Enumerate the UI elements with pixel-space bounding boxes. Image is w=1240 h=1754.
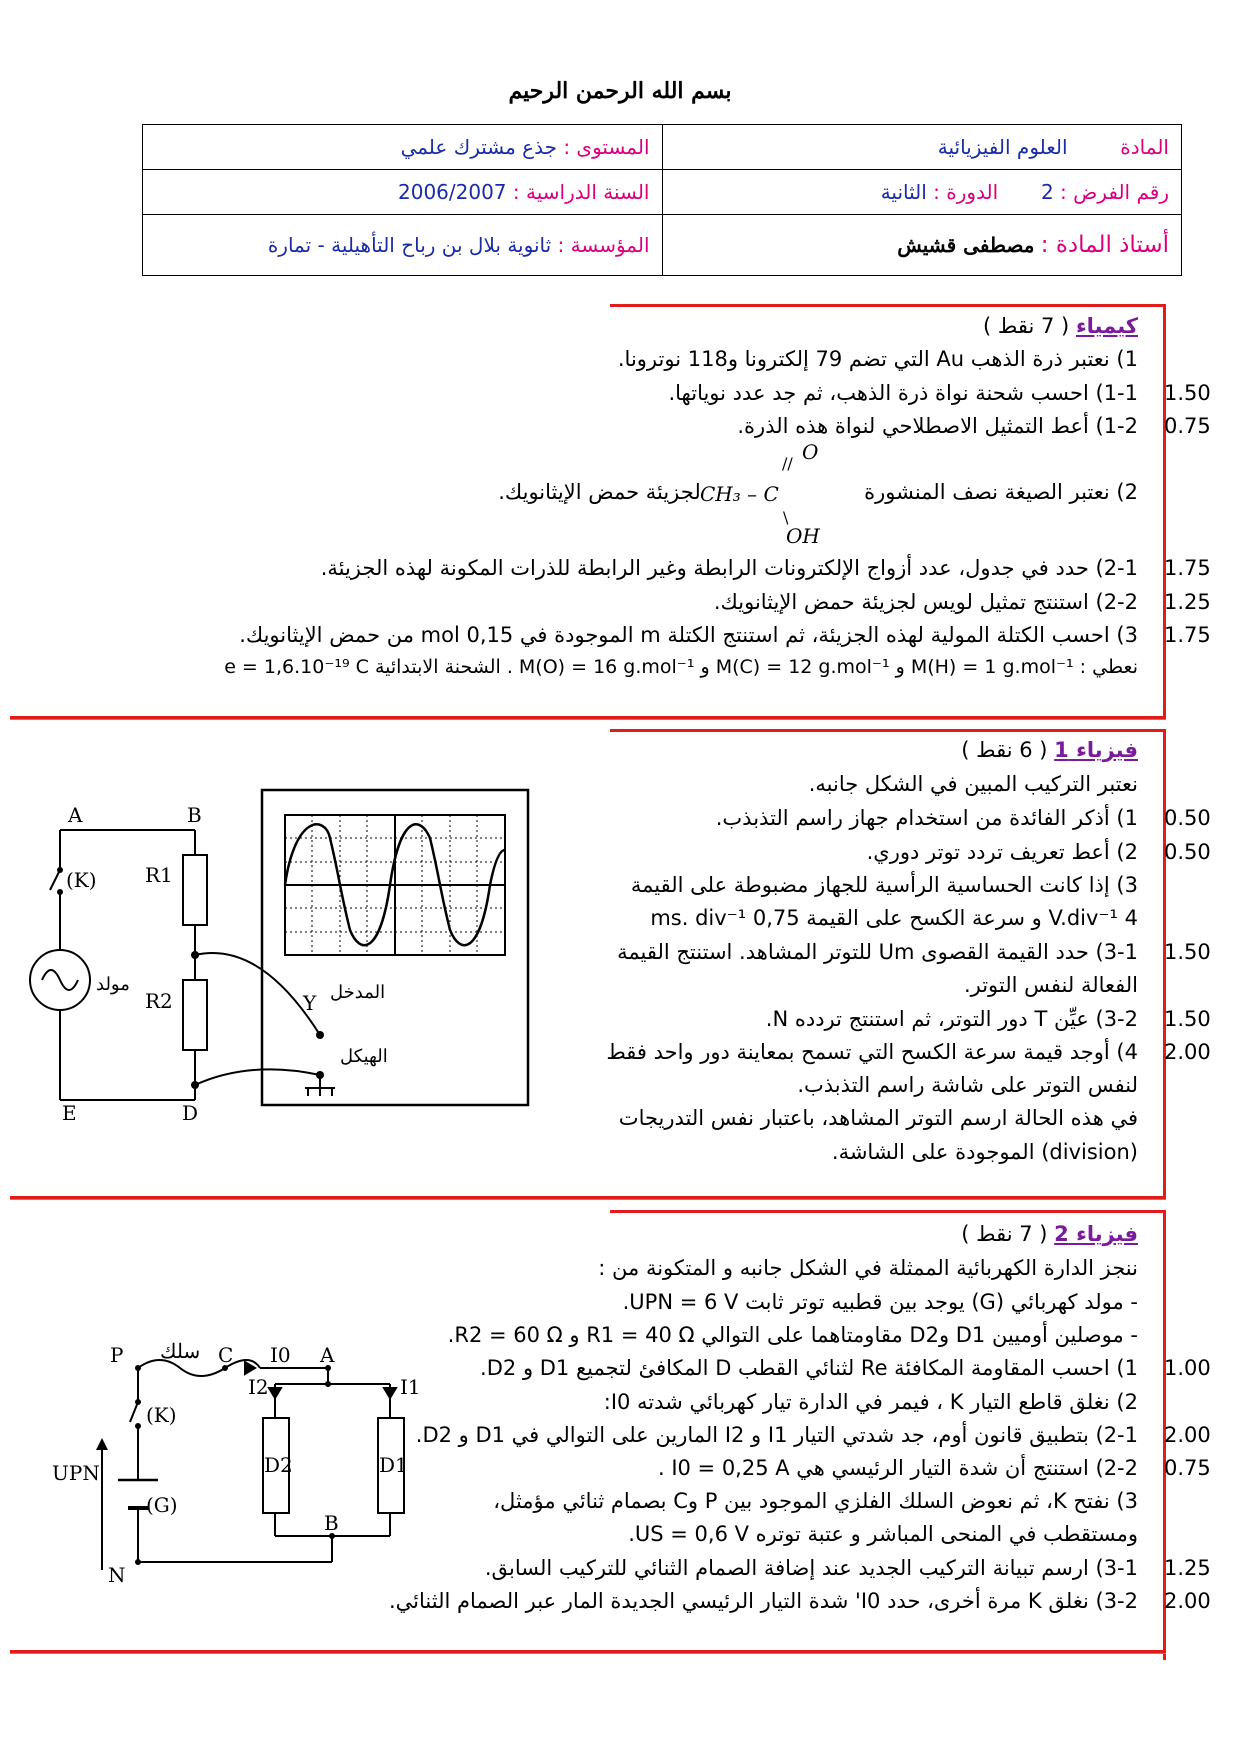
phys2-line-9: ومستقطب في المنحى المباشر و عتبة توتره US = 0,6 V. [628,1522,1138,1546]
phys1-title: فيزياء 1 [1054,738,1138,762]
year-cell [143,170,663,215]
phys1-score-5: 2.00 [1164,1040,1211,1064]
phys2-line-5: 2) نغلق قاطع التيار K ، فيمر في الدارة تيار كهربائي شدته I0: [603,1390,1138,1414]
label-k: (K) [66,868,97,892]
label-a: A [320,1343,335,1367]
phys2-line-1: ننجز الدارة الكهربائية الممثلة في الشكل جانبه و المتكونة من : [598,1256,1138,1280]
resistor-r2 [183,980,207,1050]
phys1-line-7: الفعالة لنفس التوتر. [963,973,1138,997]
label-i2: I2 [248,1375,269,1399]
formula-main: CH₃ – C [700,482,779,506]
chem-line-6: 2-2) استنتج تمثيل لويس لجزيئة حمض الإيثانويك. [713,590,1138,614]
label-e: E [62,1101,77,1125]
formula-oh: OH [786,524,820,548]
phys1-line-2: 1) أذكر الفائدة من استخدام جهاز راسم التذبذب. [715,806,1138,830]
subject-cell [662,125,1182,170]
double-bond-icon: // [782,454,793,473]
label-b: B [187,803,202,827]
label-a: A [68,803,83,827]
label-i0: I0 [270,1343,291,1367]
year-label: السنة الدراسية : [512,180,650,204]
phys1-line-9: 4) أوجد قيمة سرعة الكسح التي تسمح بمعاينة دور واحد فقط [606,1040,1138,1064]
oscilloscope-circuit-diagram [20,780,540,1160]
chem-score-3: 1.75 [1164,556,1211,580]
chem-line-7: 3) احسب الكتلة المولية لهذه الجزيئة، ثم استنتج الكتلة m الموجودة في 0,15 mol من حمض الإيثانويك. [239,623,1138,647]
label-wire: سلك [160,1340,201,1363]
label-p: P [110,1343,124,1367]
phys1-points: ( 6 نقط ) [961,738,1048,762]
chem-score-5: 1.75 [1164,623,1211,647]
phys2-line-11: 3-2) نغلق K مرة أخرى، حدد I0' شدة التيار الرئيسي الجديدة المار عبر الصمام الثنائي. [388,1589,1138,1613]
exam-value: 2 [1040,180,1054,204]
current-i0-arrow [245,1362,255,1374]
teacher-value: مصطفى قشيش [897,233,1035,257]
phys2-line-10: 3-1) ارسم تبيانة التركيب الجديد عند إضافة الصمام الثنائي للتركيب السابق. [484,1556,1138,1580]
level-value: جذع مشترك علمي [400,135,557,159]
label-b: B [324,1511,339,1535]
phys1-line-8: 3-2) عيِّن T دور التوتر، ثم استنتج تردده N. [765,1007,1138,1031]
phys1-line-12: (division) الموجودة على الشاشة. [831,1140,1138,1164]
label-generator: مولد [96,974,130,995]
label-d: D [182,1101,199,1125]
bismillah: بسم الله الرحمن الرحيم [508,78,732,104]
teacher-cell [662,215,1182,276]
phys1-line-6: 3-1) حدد القيمة القصوى Um للتوتر المشاهد. استنتج القيمة [617,940,1138,964]
chem-title: كيمياء [1075,314,1138,338]
label-i1: I1 [400,1375,421,1399]
current-i1-arrow [384,1388,396,1398]
subject-value: العلوم الفيزيائية [937,135,1068,159]
chem-line-5: 2-1) حدد في جدول، عدد أزواج الإلكترونات الرابطة وغير الرابطة للذرات المكونة لهذه الجزيئة. [320,556,1138,580]
school-cell [143,215,663,276]
phys1-line-10: لنفس التوتر على شاشة راسم التذبذب. [797,1073,1138,1097]
label-upn: UPN [52,1461,100,1485]
label-r2: R2 [145,989,173,1013]
phys2-score-5: 2.00 [1164,1589,1211,1613]
label-g: (G) [146,1493,178,1517]
phys1-score-4: 1.50 [1164,1007,1211,1031]
chem-line-3: 1-2) أعط التمثيل الاصطلاحي لنواة هذه الذرة. [737,414,1138,438]
phys2-line-4: 1) احسب المقاومة المكافئة Re لثنائي القطب D المكافئ لتجميع D1 و D2. [480,1356,1138,1380]
label-n: N [108,1563,126,1587]
chem-line-4b: لجزيئة حمض الإيثانويك. [498,480,701,504]
teacher-label: أستاذ المادة : [1040,232,1169,258]
phys1-score-1: 0.50 [1164,806,1211,830]
switch-k-icon [50,870,60,890]
chem-line-4 [498,480,1138,504]
chem-score-4: 1.25 [1164,590,1211,614]
phys1-line-1: نعتبر التركيب المبين في الشكل جانبه. [808,772,1138,796]
phys1-line-4: 3) إذا كانت الحساسية الرأسية للجهاز مضبوطة على القيمة [630,873,1138,897]
current-i2-arrow [269,1388,281,1398]
chem-score-2: 0.75 [1164,414,1211,438]
phys2-line-6: 2-1) بتطبيق قانون أوم، جد شدتي التيار I1 و I2 المارين على التوالي في D1 و D2. [415,1423,1138,1447]
label-c: C [218,1343,234,1367]
phys1-line-3: 2) أعط تعريف تردد توتر دوري. [866,840,1138,864]
phys2-score-3: 0.75 [1164,1456,1211,1480]
label-input: المدخل [330,982,386,1003]
label-d1: D1 [379,1453,408,1477]
phys2-line-8: 3) نفتح K، ثم نعوض السلك الفلزي الموجود بين P وC بصمام ثنائي مؤمثل، [493,1489,1138,1513]
phys2-score-4: 1.25 [1164,1556,1211,1580]
phys1-header [961,738,1138,762]
chem-line-2: 1-1) احسب شحنة نواة ذرة الذهب، ثم جد عدد نوياتها. [668,381,1138,405]
phys2-score-2: 2.00 [1164,1423,1211,1447]
subject-label: المادة [1120,135,1169,159]
school-value: ثانوية بلال بن رباح التأهيلية - تمارة [267,233,552,257]
info-table [142,124,1182,276]
session-value: الثانية [880,180,927,204]
formula-o: O [802,440,819,464]
phys2-header [961,1222,1138,1246]
dc-circuit-diagram [50,1340,470,1600]
exam-label: رقم الفرض : [1060,180,1169,204]
year-value: 2006/2007 [398,180,507,204]
phys1-line-11: في هذه الحالة ارسم التوتر المشاهد، باعتبار نفس التدريجات [618,1106,1138,1130]
phys1-score-2: 0.50 [1164,840,1211,864]
phys2-line-3: - موصلين أوميين D1 وD2 مقاومتاهما على التوالي R1 = 40 Ω و R2 = 60 Ω. [447,1323,1138,1347]
label-d2: D2 [264,1453,293,1477]
label-k: (K) [146,1403,177,1427]
phys2-title: فيزياء 2 [1054,1222,1138,1246]
phys2-line-2: - مولد كهربائي (G) يوجد بين قطبيه توتر ثابت UPN = 6 V. [622,1290,1138,1314]
chem-score-1: 1.50 [1164,381,1211,405]
phys2-line-7: 2-2) استنتج أن شدة التيار الرئيسي هي I0 = 0,25 A . [657,1456,1138,1480]
level-label: المستوى : [563,135,650,159]
label-ground: الهيكل [340,1046,388,1067]
exam-cell [662,170,1182,215]
phys2-score-1: 1.00 [1164,1356,1211,1380]
resistor-r1 [183,855,207,925]
chem-line-4a: 2) نعتبر الصيغة نصف المنشورة [864,480,1138,504]
chem-points: ( 7 نقط ) [983,314,1070,338]
single-bond-icon: \ [783,508,789,527]
phys1-line-5: 4 V.div⁻¹ و سرعة الكسح على القيمة 0,75 ms. div⁻¹ [650,906,1138,930]
chem-line-8: نعطي : M(H) = 1 g.mol⁻¹ و M(C) = 12 g.mol⁻¹ و M(O) = 16 g.mol⁻¹ . الشحنة الابتدائية e = 1,6.10⁻¹⁹ C [224,656,1138,678]
session-label: الدورة : [933,180,999,204]
phys1-score-3: 1.50 [1164,940,1211,964]
chem-header [983,314,1138,338]
phys2-points: ( 7 نقط ) [961,1222,1048,1246]
label-y: Y [303,991,317,1015]
label-r1: R1 [145,863,173,887]
ground-icon [305,1075,335,1096]
level-cell [143,125,663,170]
switch-k-icon [130,1402,138,1422]
school-label: المؤسسة : [557,233,650,257]
chem-line-1: 1) نعتبر ذرة الذهب Au التي تضم 79 إلكترونا و118 نوترونا. [617,347,1138,371]
